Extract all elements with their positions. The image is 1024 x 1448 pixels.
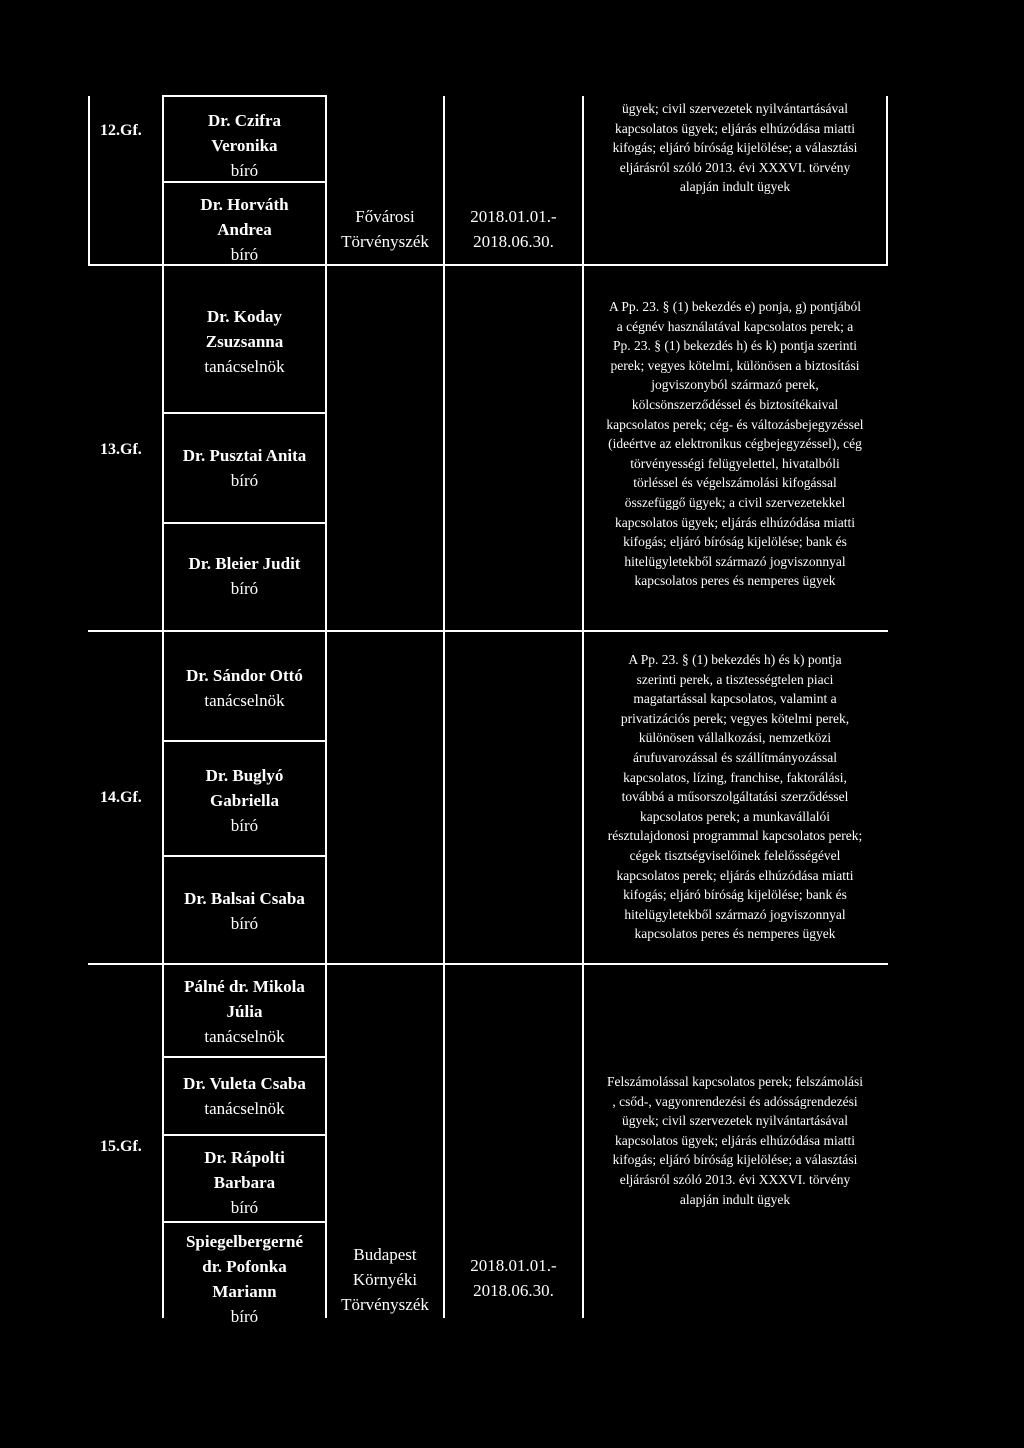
desc-line: alapján indult ügyek [679,179,791,195]
desc-line: perek; vegyes kötelmi, különösen a biztosítási [610,357,860,373]
period-end: 2018.06.30. [473,232,554,251]
grid-line [162,740,327,742]
row-id: 12.Gf. [100,122,142,139]
judge-role: bíró [230,1307,259,1326]
judge-role: bíró [230,161,259,180]
judge-name: Gabriella [210,791,279,810]
desc-line: kifogás; eljáró bíróság kijelölése; bank és [623,887,847,903]
case-description [586,650,884,944]
grid-line [88,963,888,965]
desc-line: A Pp. 23. § (1) bekezdés e) ponja, g) pontjából [609,299,861,314]
judge-name: Barbara [213,1173,276,1192]
judge-name: Dr. Rápolti [204,1148,285,1167]
grid-line [886,96,888,266]
period-start: 2018.01.01.- [470,1256,557,1275]
grid-line [162,95,327,97]
desc-line: összefüggő ügyek; a civil szervezetekkel [624,494,846,510]
desc-line: hitelügyletekből származó jogviszonnyal [624,553,846,569]
judge-cell [164,443,325,493]
case-description [586,297,884,591]
grid-line [162,522,327,524]
desc-line: résztulajdonosi programmal kapcsolatos perek; [607,828,863,844]
desc-line: , csőd-, vagyonrendezési és adósságrendezési [612,1093,858,1109]
judge-role: bíró [230,816,259,835]
court-name: Környéki [352,1270,418,1289]
judge-cell [164,304,325,379]
judge-name: Dr. Pusztai Anita [182,446,307,465]
judge-name: Dr. Bleier Judit [188,554,301,573]
period-cell [445,204,582,254]
judge-role: tanácselnök [204,357,285,376]
judge-role: bíró [230,914,259,933]
desc-line: kapcsolatos ügyek; eljárás elhúzódása miatti [615,514,855,530]
grid-line [88,630,888,632]
grid-line [88,96,90,266]
judge-name: Dr. Koday [207,307,282,326]
judge-role: tanácselnök [204,1099,285,1118]
desc-line: eljárásról szóló 2013. évi XXXVI. törvény [619,1171,851,1187]
period-cell [445,1253,582,1303]
desc-line: kölcsönszerződéssel és biztosítékaival [631,396,839,412]
desc-line: kapcsolatos perek; cég- és változásbejegyzéssel [606,416,864,432]
judge-name: Dr. Vuleta Csaba [183,1074,306,1093]
court-cell [327,204,443,254]
judge-cell [164,663,325,713]
desc-line: kapcsolatos ügyek; eljárás elhúzódása miatti [615,120,855,136]
judge-cell [164,886,325,936]
desc-line: árufuvarozással és szállítmányozással [633,749,837,765]
desc-line: továbbá a műsorszolgáltatási szerződéssel [621,789,849,805]
desc-line: jogviszonyból származó perek, [651,377,819,393]
desc-line: szerinti perek, a tisztességtelen piaci [636,671,834,687]
court-name: Fővárosi [355,207,415,226]
grid-line [162,1134,327,1136]
judge-cell [164,974,325,1049]
desc-line: kapcsolatos peres és nemperes ügyek [634,573,836,589]
judge-cell [164,1071,325,1121]
case-description [586,99,884,197]
judge-cell [164,763,325,838]
court-name: Törvényszék [341,232,429,251]
desc-line: alapján indult ügyek [679,1191,791,1207]
judge-role: bíró [230,1198,259,1217]
judge-name: Dr. Sándor Ottó [186,666,303,685]
desc-line: A Pp. 23. § (1) bekezdés h) és k) pontja [628,652,842,667]
desc-line: magatartással kapcsolatos, valamint a [633,691,837,707]
judge-cell [164,1145,325,1220]
judge-cell [164,551,325,601]
judge-cell [164,108,325,183]
desc-line: ügyek; civil szervezetek nyilvántartásával [621,101,849,116]
desc-line: kifogás; eljáró bíróság kijelölése; a választási [612,140,858,156]
row-id: 13.Gf. [100,441,142,458]
judge-role: bíró [230,471,259,490]
judge-name: Spiegelbergerné [185,1232,304,1251]
desc-line: kifogás; eljáró bíróság kijelölése; a választási [612,1152,858,1168]
desc-line: törléssel és végelszámolási kifogással [633,475,837,491]
judge-name: Mariann [212,1282,277,1301]
grid-line [162,1221,327,1223]
judge-role: bíró [230,245,259,264]
desc-line: ügyek; civil szervezetek nyilvántartásával [621,1113,849,1129]
desc-line: kapcsolatos, lízing, franchise, faktorálási, [623,769,847,785]
judge-name: Dr. Czifra [207,111,281,130]
desc-line: kapcsolatos perek; a munkavállalói [639,808,831,824]
judge-name: Dr. Horváth [200,195,289,214]
case-description [586,1072,884,1209]
judge-name: dr. Pofonka [202,1257,287,1276]
desc-line: kapcsolatos perek; eljárás elhúzódása miatti [616,867,854,883]
judge-name: Pálné dr. Mikola [184,977,305,996]
judge-name: Veronika [211,136,278,155]
desc-line: eljárásról szóló 2013. évi XXXVI. törvény [619,159,851,175]
desc-line: privatizációs perek; vegyes kötelmi perek, [620,710,850,726]
desc-line: kapcsolatos ügyek; eljárás elhúzódása miatti [615,1132,855,1148]
grid-line [582,96,584,1318]
desc-line: cégek tisztségviselőinek felelősségével [629,847,841,863]
desc-line: Felszámolással kapcsolatos perek; felszámolási [606,1074,864,1089]
judge-cell [164,192,325,267]
desc-line: kapcsolatos peres és nemperes ügyek [634,926,836,942]
judge-name: Andrea [217,220,272,239]
court-name: Törvényszék [341,1295,429,1314]
desc-line: kifogás; eljáró bíróság kijelölése; bank és [623,534,847,550]
judge-name: Dr. Balsai Csaba [184,889,305,908]
row-id: 14.Gf. [100,789,142,806]
judge-role: tanácselnök [204,1027,285,1046]
judge-name: Zsuzsanna [205,332,284,351]
judge-name: Júlia [226,1002,263,1021]
judge-role: bíró [230,579,259,598]
judge-cell [164,1229,325,1329]
grid-line [443,96,445,1318]
desc-line: különösen vállalkozási, nemzetközi [638,730,832,746]
judge-role: tanácselnök [204,691,285,710]
court-name: Budapest [353,1245,417,1264]
desc-line: törvényességi felügyelettel, hivatalbóli [630,455,840,471]
desc-line: a cégnév használatával kapcsolatos perek; a [616,318,854,334]
grid-line [162,855,327,857]
court-cell [327,1242,443,1317]
desc-line: (ideértve az elektronikus cégbejegyzéssel), cég [608,436,862,452]
desc-line: hitelügyletekből származó jogviszonnyal [624,906,846,922]
period-end: 2018.06.30. [473,1281,554,1300]
grid-line [162,1056,327,1058]
desc-line: Pp. 23. § (1) bekezdés h) és k) pontja szerinti [612,338,858,354]
period-start: 2018.01.01.- [470,207,557,226]
judge-name: Dr. Buglyó [205,766,284,785]
grid-line [162,412,327,414]
row-id: 15.Gf. [100,1138,142,1155]
